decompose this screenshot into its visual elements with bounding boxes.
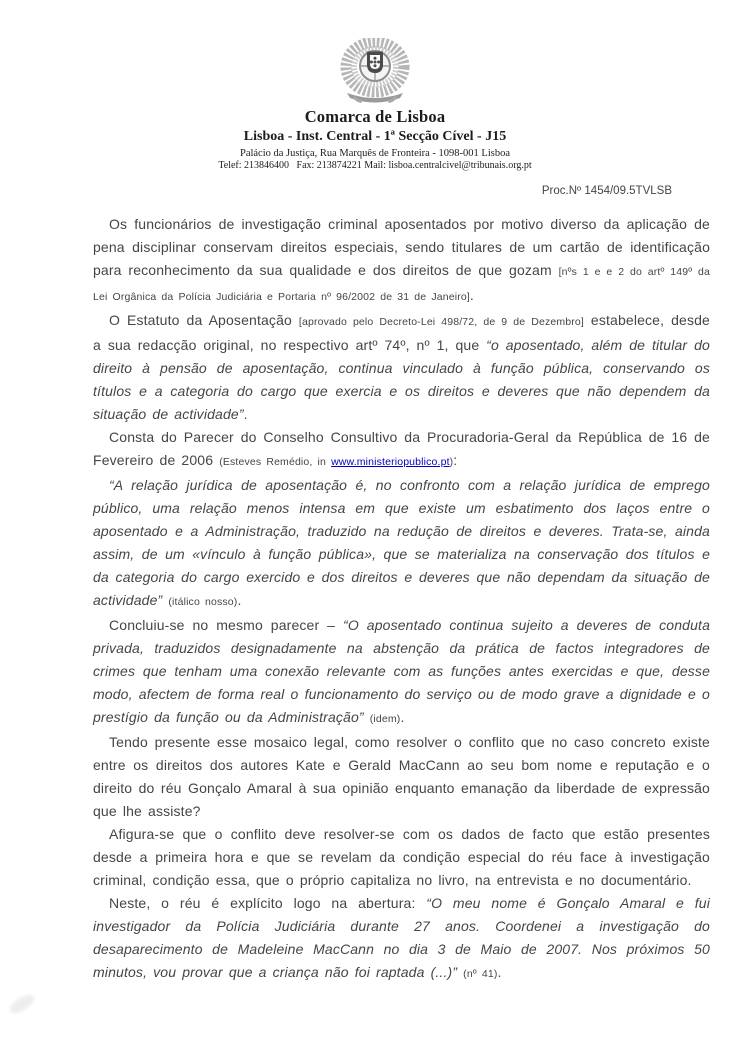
text-run: Tendo presente esse mosaico legal, como resolver o conflito que no caso concreto existe entre os direitos dos autores Kate e Gerald MacCann ao seu bom nome e reputação e o direito do réu Gonçalo Amaral à sua opinião enquanto emanação da liberdade de expressão que lhe assiste?: [93, 734, 710, 819]
scan-smudge-artifact: [7, 991, 37, 1016]
letterhead: [0, 0, 750, 171]
text-run: :: [453, 452, 458, 468]
text-run: [aprovado pelo Decreto-Lei 498/72, de 9 de Dezembro]: [298, 316, 584, 328]
text-run: .: [400, 709, 405, 725]
text-run: .: [237, 592, 242, 608]
text-run: .: [497, 964, 502, 980]
text-run: Concluiu-se no mesmo parecer –: [109, 617, 344, 633]
paragraph-parecer-intro: [93, 426, 710, 474]
paragraph-estatuto-aposentacao: [93, 309, 710, 426]
text-run: ): [449, 456, 454, 468]
text-run: .: [469, 287, 474, 303]
text-run: Consta do Parecer do Conselho Consultivo da Procuradoria-Geral da República de 16 de Fevereiro de 2006: [93, 429, 710, 468]
court-contacts: Telef: 213846400 Fax: 213874221 Mail: lisboa.centralcivel@tribunais.org.pt: [218, 160, 532, 171]
paragraph-parecer-conclusion: [93, 614, 710, 731]
text-run: “o aposentado, além de titular do direito à pensão de aposentação, continua vinculado à função pública, conservando os títulos e a categoria do cargo que exercia e os direitos e deveres que não dependem da situação de actividade”: [93, 337, 710, 422]
court-name: Comarca de Lisboa: [304, 107, 446, 126]
process-number: Proc.Nº 1454/09.5TVLSB: [541, 185, 672, 197]
text-run: “O aposentado continua sujeito a deveres de conduta privada, traduzidos designadamente na abstenção da prática de factos integradores de crimes que tenham uma conexão relevante com as funções antes exercidas e que, desse modo, afectem de forma real o funcionamento do serviço ou de modo grave a dignidade e o prestígio da função ou da Administração”: [93, 617, 711, 725]
text-run: (Esteves Remédio, in: [219, 456, 332, 468]
paragraph-parecer-quote: [93, 474, 710, 614]
text-run: Neste, o réu é explícito logo na abertura:: [109, 895, 427, 911]
text-run: Os funcionários de investigação criminal aposentados por motivo diverso da aplicação de pena disciplinar conservam direitos especiais, sendo titulares de um cartão de identificação para reconhecimento da sua qualidade e dos direitos de que gozam: [93, 216, 710, 278]
text-run: .: [243, 406, 248, 422]
ministerio-publico-link[interactable]: www.ministeriopublico.pt: [331, 456, 450, 468]
text-run: estabelece, desde a sua redacção original, no respectivo artº 74º, nº 1, que: [93, 312, 710, 353]
document-body: [93, 213, 710, 986]
paragraph-conflict-question: [93, 731, 710, 823]
paragraph-conflict-resolution: [93, 823, 710, 892]
paragraph-documentary-quote: [93, 892, 710, 986]
text-run: Afigura-se que o conflito deve resolver-se com os dados de facto que estão presentes desde a primeira hora e que se revelam da condição especial do réu face à investigação criminal, condição essa, que o próprio capitaliza no livro, na entrevista e no documentário.: [93, 826, 710, 888]
text-run: O Estatuto da Aposentação: [109, 312, 299, 328]
court-address: Palácio da Justiça, Rua Marquês de Fronteira - 1098-001 Lisboa: [239, 148, 511, 159]
text-run: (nº 41): [463, 968, 498, 980]
paragraph-retired-investigators: [93, 213, 710, 309]
text-run: [nºs 1 e e 2 do artº 149º da Lei Orgânica da Polícia Judiciária e Portaria nº 96/2002 de 31 de Janeiro]: [93, 266, 710, 303]
text-run: “O meu nome é Gonçalo Amaral e fui investigador da Polícia Judiciária durante 27 anos. Coordenei a investigação do desaparecimento de Madeleine MacCann no dia 3 de Maio de 2007. Nos próximos 50 minutos, vou provar que a criança não foi raptada (...)”: [93, 895, 710, 980]
text-run: (idem): [369, 713, 401, 725]
text-run: “A relação jurídica de aposentação é, no confronto com a relação jurídica de emprego público, uma relação menos intensa em que existe um esbatimento dos laços entre o aposentado e a Administração, traduzido na redução de direitos e deveres. Trata-se, ainda assim, de um «vínculo à função pública», que se materializa na conservação dos títulos e da categoria do cargo exercido e dos direitos e deveres que não dependam da situação de actividade”: [93, 477, 710, 608]
court-section: Lisboa - Inst. Central - 1ª Secção Cível - J15: [243, 129, 507, 144]
coat-of-arms-icon: [330, 38, 420, 104]
text-run: (itálico nosso): [168, 596, 238, 608]
